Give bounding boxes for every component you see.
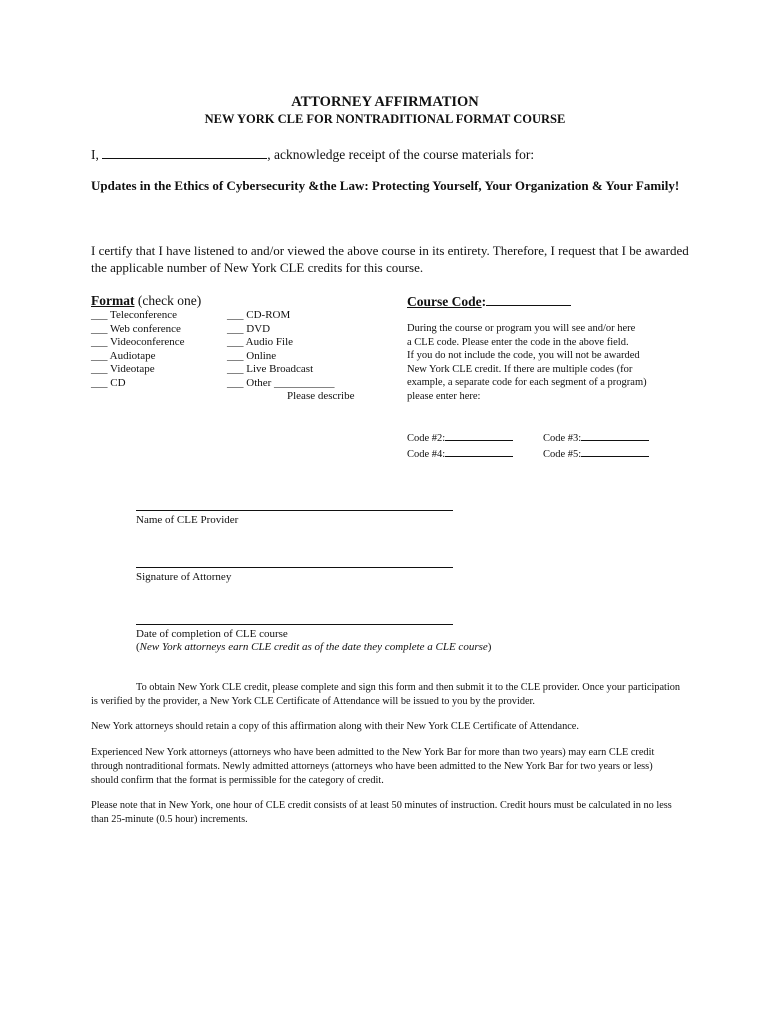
completion-date-line[interactable] xyxy=(136,624,453,625)
paragraph-retain: New York attorneys should retain a copy of this affirmation along with their New York CLE Certificate of Attendance. xyxy=(91,721,579,732)
acknowledge-line xyxy=(91,145,534,163)
format-option-live-broadcast[interactable]: ___ Live Broadcast xyxy=(227,363,314,375)
course-title: Updates in the Ethics of Cybersecurity &the Law: Protecting Yourself, Your Organization & Your Family! xyxy=(91,178,680,193)
format-option-cd[interactable]: ___ CD xyxy=(91,376,126,389)
format-option-other[interactable]: ___ Other ___________ xyxy=(227,376,335,389)
format-option-audiotape[interactable]: ___ Audiotape xyxy=(91,349,156,362)
instruction-line: a CLE code. Please enter the code in the above field. xyxy=(407,336,629,348)
codes-left xyxy=(407,430,513,462)
attorney-signature-line[interactable] xyxy=(136,567,453,568)
note-text: New York attorneys earn CLE credit as of the date they complete a CLE course xyxy=(139,641,488,653)
format-option-teleconference[interactable]: ___ Teleconference xyxy=(91,309,178,321)
course-code-instructions xyxy=(407,322,647,404)
code-3-row xyxy=(543,430,649,446)
course-code-field[interactable] xyxy=(486,293,571,306)
provider-name-line[interactable] xyxy=(136,510,453,511)
page-subtitle: NEW YORK CLE FOR NONTRADITIONAL FORMAT COURSE xyxy=(204,112,566,126)
paragraph-experienced: Experienced New York attorneys (attorneys who have been admitted to the New York Bar for more than two years) may earn CLE credit through nontraditional formats. Newly admitted attorneys (attorneys who have been admitted to the New York Bar for two years or less) should confirm that the format is permissible for the category of credit. xyxy=(91,747,655,786)
instruction-line: If you do not include the code, you will not be awarded xyxy=(407,350,640,362)
code-4-label: Code #4: xyxy=(407,449,446,460)
format-option-audio-file[interactable]: ___ Audio File xyxy=(227,336,294,348)
paragraph-submit: To obtain New York CLE credit, please complete and sign this form and then submit it to the CLE provider. Once your participation is verified by the provider, a New York CLE Certificate of Attendance will be issued to you by the provider. xyxy=(91,682,681,707)
note-open-paren: ( xyxy=(136,641,140,653)
code-4-row xyxy=(407,446,513,462)
note-close-paren: ) xyxy=(487,641,492,653)
code-2-field[interactable] xyxy=(445,430,513,441)
code-4-field[interactable] xyxy=(445,446,513,457)
code-2-row xyxy=(407,430,513,446)
format-label: Format xyxy=(91,293,135,308)
attorney-name-field[interactable] xyxy=(102,145,267,159)
completion-date-label: Date of completion of CLE course xyxy=(136,628,288,640)
format-option-online[interactable]: ___ Online xyxy=(227,349,277,362)
instruction-line: During the course or program you will see and/or here xyxy=(407,323,636,334)
format-option-videotape[interactable]: ___ Videotape xyxy=(91,363,155,375)
course-code-colon: : xyxy=(481,294,487,309)
code-5-row xyxy=(543,446,649,462)
format-hint: (check one) xyxy=(137,293,202,308)
provider-name-label: Name of CLE Provider xyxy=(136,514,239,526)
instruction-line: example, a separate code for each segment of a program) xyxy=(407,377,647,389)
format-option-cd-rom[interactable]: ___ CD-ROM xyxy=(227,309,291,321)
format-heading xyxy=(91,293,201,309)
format-option-web-conference[interactable]: ___ Web conference xyxy=(91,322,181,335)
page-title: ATTORNEY AFFIRMATION xyxy=(291,94,479,110)
certify-statement: I certify that I have listened to and/or viewed the above course in its entirety. Therefore, I request that I be awarded the applicable number of New York CLE credits for this course. xyxy=(91,243,689,275)
code-2-label: Code #2: xyxy=(407,433,446,444)
code-5-label: Code #5: xyxy=(543,449,582,460)
code-3-field[interactable] xyxy=(581,430,649,441)
paragraph-credit-hours: Please note that in New York, one hour of CLE credit consists of at least 50 minutes of instruction. Credit hours must be calculated in no less than 25-minute (0.5 hour) increments. xyxy=(91,800,672,825)
code-3-label: Code #3: xyxy=(543,433,582,444)
codes-right xyxy=(543,430,649,462)
attorney-signature-label: Signature of Attorney xyxy=(136,571,232,583)
acknowledge-suffix: , acknowledge receipt of the course materials for: xyxy=(267,147,535,162)
code-5-field[interactable] xyxy=(581,446,649,457)
course-code-heading xyxy=(407,293,571,310)
format-options-right xyxy=(227,309,335,390)
completion-date-note xyxy=(136,641,491,653)
format-option-videoconference[interactable]: ___ Videoconference xyxy=(91,336,185,348)
instruction-line: please enter here: xyxy=(407,390,481,402)
format-option-dvd[interactable]: ___ DVD xyxy=(227,322,271,335)
format-options-left xyxy=(91,309,185,390)
course-code-label: Course Code xyxy=(407,294,482,309)
acknowledge-prefix: I, xyxy=(91,147,99,162)
instruction-line: New York CLE credit. If there are multiple codes (for xyxy=(407,363,633,375)
please-describe-label: Please describe xyxy=(287,390,355,402)
